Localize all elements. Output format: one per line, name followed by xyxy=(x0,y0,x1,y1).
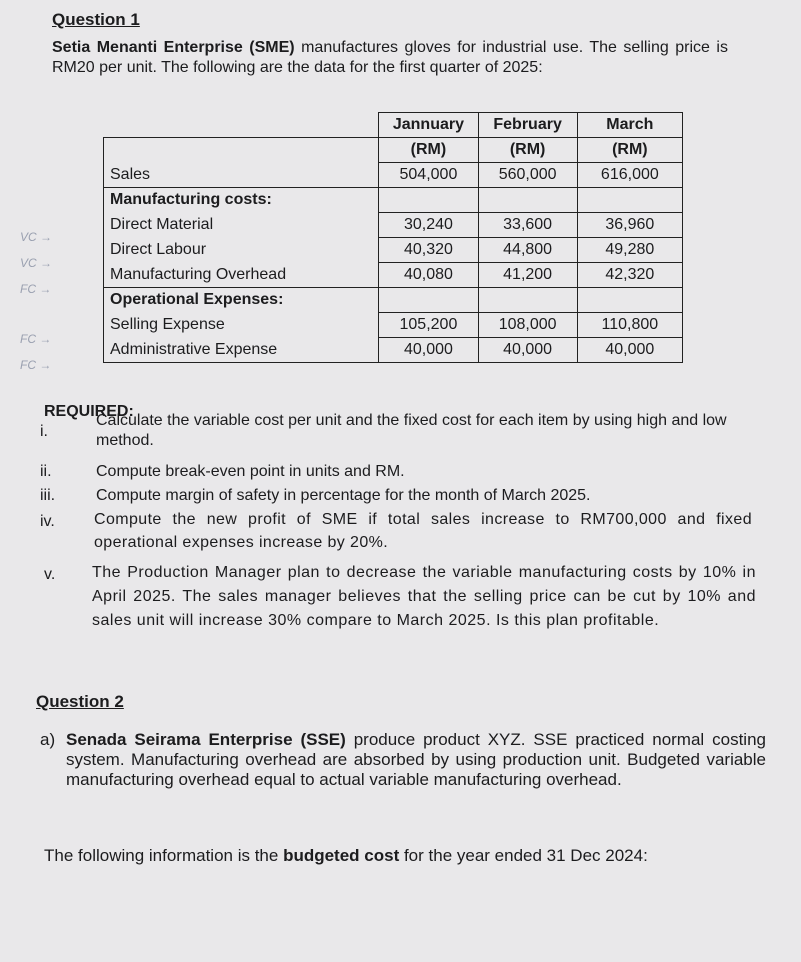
table-row xyxy=(104,163,683,188)
cell-value: 44,800 xyxy=(478,238,577,263)
row-label: Manufacturing costs: xyxy=(104,188,379,213)
required-number: iii. xyxy=(40,487,56,504)
question-1-intro xyxy=(52,38,728,78)
margin-note: VC → xyxy=(20,256,53,270)
budget-info-line xyxy=(44,846,648,866)
cell-value xyxy=(379,288,478,313)
month-header: February xyxy=(478,113,577,138)
month-header: March xyxy=(577,113,682,138)
table-unit-row xyxy=(104,138,683,163)
part-a-body: produce product XYZ. SSE practiced normal costing system. Manufacturing overhead are absorbed by using production unit. Budgeted variable manufacturing overhead equal to actual variable manufacturing overhead. xyxy=(66,730,766,789)
table-header-row xyxy=(104,113,683,138)
budget-info-pre: The following information is the xyxy=(44,846,284,865)
cell-value: 40,000 xyxy=(478,338,577,363)
table-row xyxy=(104,313,683,338)
required-number: iv. xyxy=(40,513,55,530)
cell-value: 616,000 xyxy=(577,163,682,188)
budget-info-bold: budgeted cost xyxy=(283,846,400,865)
cell-value: 36,960 xyxy=(577,213,682,238)
required-number: v. xyxy=(44,566,56,583)
cell-value: 560,000 xyxy=(478,163,577,188)
cell-value: 40,000 xyxy=(379,338,478,363)
cell-value xyxy=(478,288,577,313)
required-item: Compute break-even point in units and RM. xyxy=(96,463,405,480)
required-item: Compute margin of safety in percentage for the month of March 2025. xyxy=(96,487,591,504)
required-item: Compute the new profit of SME if total sales increase to RM700,000 and fixed operational expenses increase by 20%. xyxy=(94,511,752,551)
margin-note: VC → xyxy=(20,230,53,244)
required-item: Calculate the variable cost per unit and the fixed cost for each item by using high and low method. xyxy=(96,412,727,449)
question-1-title: Question 1 xyxy=(52,10,140,29)
table-row xyxy=(104,338,683,363)
cell-value: 49,280 xyxy=(577,238,682,263)
budget-info-post: for the year ended 31 Dec 2024: xyxy=(399,846,648,865)
cell-value: 40,080 xyxy=(379,263,478,288)
row-label: Direct Material xyxy=(104,213,379,238)
cell-value: 105,200 xyxy=(379,313,478,338)
table-row xyxy=(104,288,683,313)
question-2-title: Question 2 xyxy=(36,692,124,711)
table-row xyxy=(104,238,683,263)
cell-value xyxy=(478,188,577,213)
cell-value xyxy=(379,188,478,213)
margin-note: FC → xyxy=(20,282,52,296)
required-number: ii. xyxy=(40,463,52,480)
row-label: Manufacturing Overhead xyxy=(104,263,379,288)
cell-value: 33,600 xyxy=(478,213,577,238)
cell-value: 30,240 xyxy=(379,213,478,238)
cell-value: 40,000 xyxy=(577,338,682,363)
cell-value: 110,800 xyxy=(577,313,682,338)
table-row xyxy=(104,188,683,213)
cell-value: 108,000 xyxy=(478,313,577,338)
unit-header: (RM) xyxy=(379,138,478,163)
unit-header: (RM) xyxy=(577,138,682,163)
cell-value xyxy=(577,188,682,213)
row-label: Administrative Expense xyxy=(104,338,379,363)
intro-company: Setia Menanti Enterprise (SME) xyxy=(52,39,295,56)
row-label: Operational Expenses: xyxy=(104,288,379,313)
part-a-text xyxy=(66,730,766,790)
month-header: Jannuary xyxy=(379,113,478,138)
unit-header: (RM) xyxy=(478,138,577,163)
quarter-cost-table xyxy=(103,112,683,363)
cell-value: 41,200 xyxy=(478,263,577,288)
table-row xyxy=(104,213,683,238)
table-row xyxy=(104,263,683,288)
cell-value: 504,000 xyxy=(379,163,478,188)
part-a-label: a) xyxy=(40,730,56,749)
row-label: Direct Labour xyxy=(104,238,379,263)
required-item: The Production Manager plan to decrease the variable manufacturing costs by 10% in April 2025. The sales manager believes that the selling price can be cut by 10% and sales unit will increase 30% compare to March 2025. Is this plan profitable. xyxy=(92,564,756,629)
margin-note: FC → xyxy=(20,358,52,372)
row-label: Sales xyxy=(104,163,379,188)
required-heading: REQUIRED: xyxy=(44,403,134,420)
required-number: i. xyxy=(40,423,48,440)
cell-value: 40,320 xyxy=(379,238,478,263)
cell-value: 42,320 xyxy=(577,263,682,288)
intro-text: manufactures gloves for industrial use. The selling price is RM20 per unit. The following are the data for the first quarter of 2025: xyxy=(52,39,728,76)
part-a-company: Senada Seirama Enterprise (SSE) xyxy=(66,730,346,749)
row-label: Selling Expense xyxy=(104,313,379,338)
margin-note: FC → xyxy=(20,332,52,346)
cell-value xyxy=(577,288,682,313)
